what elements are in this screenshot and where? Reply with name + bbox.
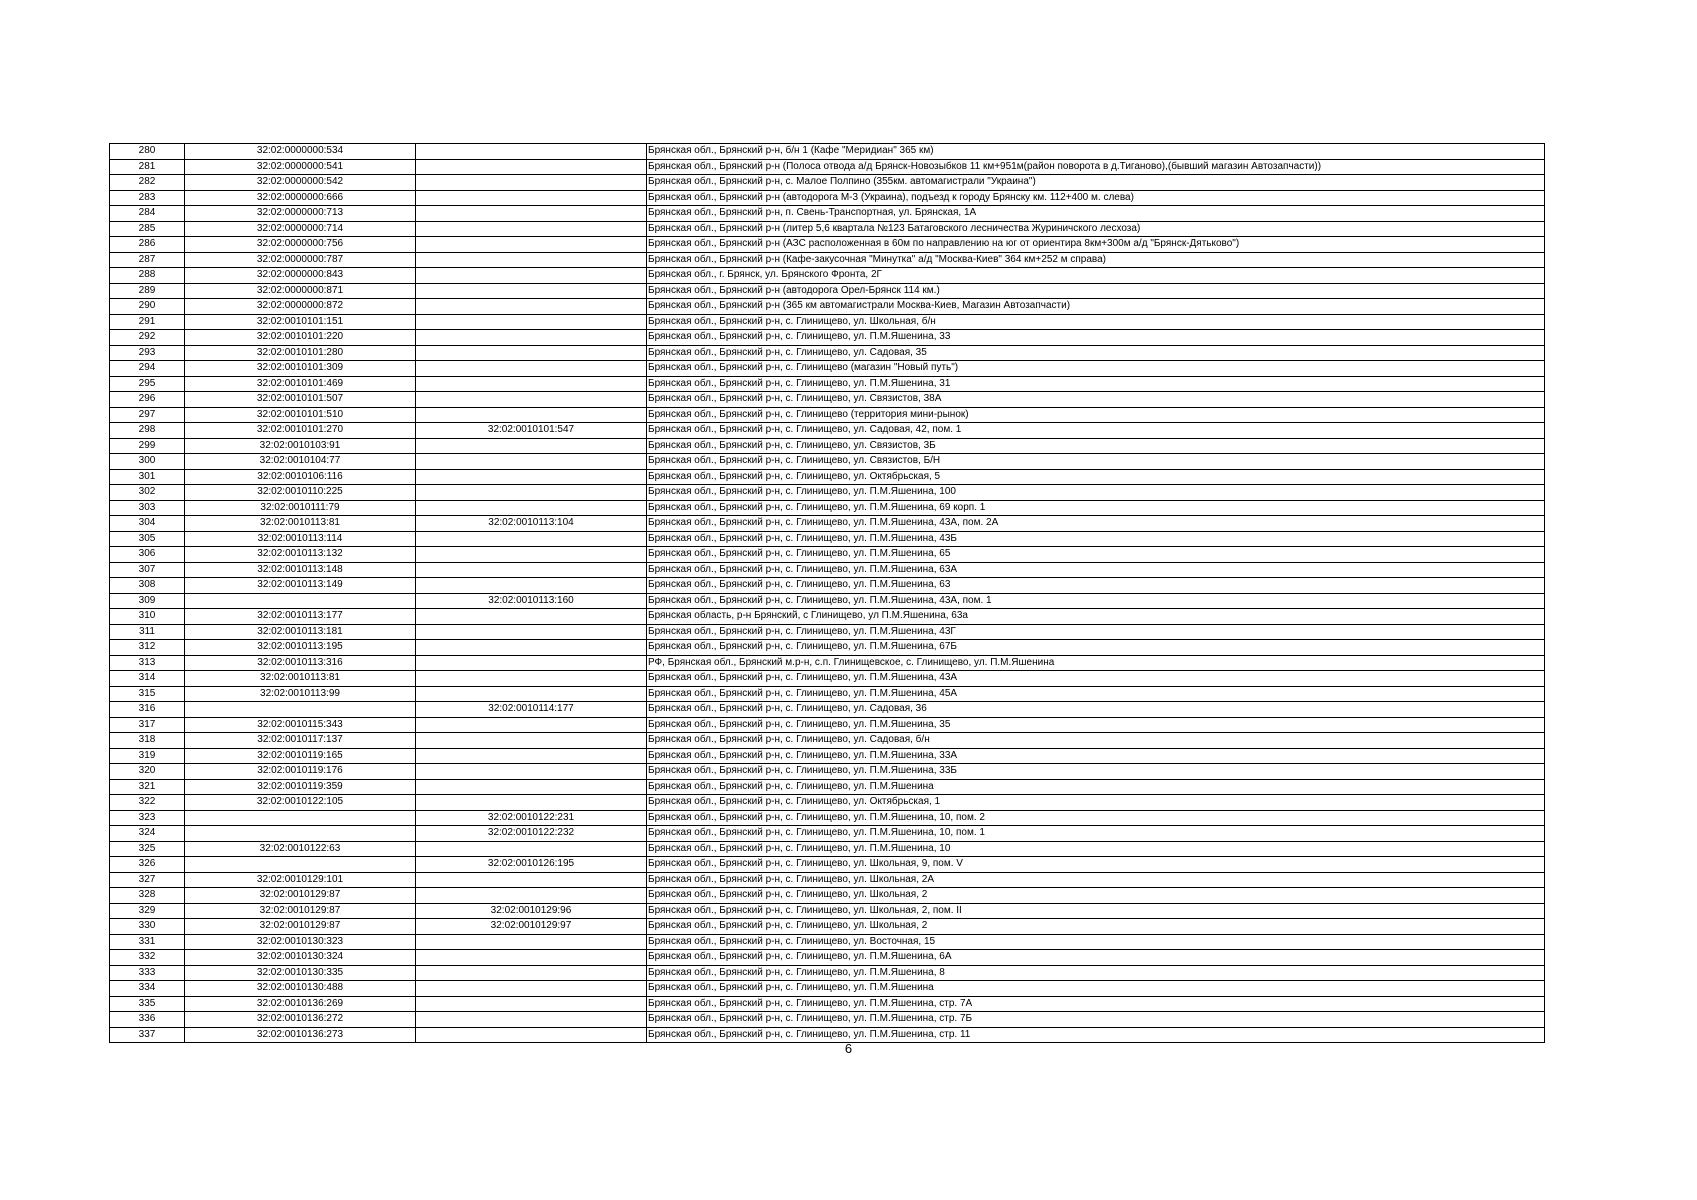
table-row [110, 748, 1545, 764]
table-row [110, 314, 1545, 330]
address-cell: Брянская обл., Брянский р-н, с. Глинищево, ул. П.М.Яшенина, 63А [647, 562, 1545, 578]
address-cell: Брянская обл., Брянский р-н, с. Глинищево, ул. П.М.Яшенина, 33А [647, 748, 1545, 764]
table-row [110, 872, 1545, 888]
cadastral-number-cell: 32:02:0010119:165 [185, 748, 416, 764]
cadastral-number-cell: 32:02:0010129:87 [185, 919, 416, 935]
row-number-cell: 287 [110, 252, 185, 268]
premises-cadastral-number-cell: 32:02:0010126:195 [416, 857, 647, 873]
row-number-cell: 305 [110, 531, 185, 547]
premises-cadastral-number-cell [416, 640, 647, 656]
premises-cadastral-number-cell [416, 996, 647, 1012]
row-number-cell: 293 [110, 345, 185, 361]
cadastral-number-cell: 32:02:0010101:151 [185, 314, 416, 330]
address-cell: Брянская обл., Брянский р-н, б/н 1 (Кафе "Меридиан" 365 км) [647, 144, 1545, 160]
row-number-cell: 316 [110, 702, 185, 718]
row-number-cell: 325 [110, 841, 185, 857]
table-row [110, 593, 1545, 609]
cadastral-number-cell [185, 857, 416, 873]
table-row [110, 640, 1545, 656]
address-cell: Брянская обл., Брянский р-н, с. Глинищево, ул. П.М.Яшенина, стр. 7А [647, 996, 1545, 1012]
cadastral-number-cell: 32:02:0010119:359 [185, 779, 416, 795]
row-number-cell: 297 [110, 407, 185, 423]
row-number-cell: 301 [110, 469, 185, 485]
address-cell: Брянская обл., Брянский р-н (Полоса отвода а/д Брянск-Новозыбков 11 км+951м(район поворота в д.Тиганово),(бывший магазин Автозапчасти)) [647, 159, 1545, 175]
row-number-cell: 311 [110, 624, 185, 640]
row-number-cell: 334 [110, 981, 185, 997]
address-cell: Брянская обл., Брянский р-н, с. Глинищево, ул. П.М.Яшенина, 31 [647, 376, 1545, 392]
premises-cadastral-number-cell [416, 981, 647, 997]
row-number-cell: 285 [110, 221, 185, 237]
row-number-cell: 289 [110, 283, 185, 299]
row-number-cell: 303 [110, 500, 185, 516]
address-cell: Брянская обл., Брянский р-н, с. Глинищево, ул. П.М.Яшенина, 69 корп. 1 [647, 500, 1545, 516]
premises-cadastral-number-cell [416, 376, 647, 392]
address-cell: Брянская обл., Брянский р-н (365 км автомагистрали Москва-Киев, Магазин Автозапчасти) [647, 299, 1545, 315]
row-number-cell: 286 [110, 237, 185, 253]
table-row [110, 981, 1545, 997]
table-row [110, 252, 1545, 268]
cadastral-number-cell: 32:02:0010136:269 [185, 996, 416, 1012]
table-row [110, 1012, 1545, 1028]
premises-cadastral-number-cell [416, 268, 647, 284]
row-number-cell: 291 [110, 314, 185, 330]
premises-cadastral-number-cell [416, 345, 647, 361]
premises-cadastral-number-cell [416, 562, 647, 578]
premises-cadastral-number-cell [416, 717, 647, 733]
premises-cadastral-number-cell [416, 485, 647, 501]
table-row [110, 934, 1545, 950]
row-number-cell: 319 [110, 748, 185, 764]
premises-cadastral-number-cell [416, 872, 647, 888]
table-row [110, 175, 1545, 191]
table-row [110, 469, 1545, 485]
address-cell: Брянская обл., Брянский р-н, п. Свень-Транспортная, ул. Брянская, 1А [647, 206, 1545, 222]
address-cell: Брянская обл., Брянский р-н, с. Глинищево, ул. Связистов, Б/Н [647, 454, 1545, 470]
cadastral-number-cell: 32:02:0010101:469 [185, 376, 416, 392]
cadastral-number-cell: 32:02:0000000:871 [185, 283, 416, 299]
table-row [110, 283, 1545, 299]
premises-cadastral-number-cell [416, 655, 647, 671]
premises-cadastral-number-cell: 32:02:0010113:104 [416, 516, 647, 532]
premises-cadastral-number-cell [416, 888, 647, 904]
cadastral-number-cell: 32:02:0010101:270 [185, 423, 416, 439]
row-number-cell: 306 [110, 547, 185, 563]
address-cell: Брянская обл., Брянский р-н, с. Глинищево, ул. П.М.Яшенина, 43Г [647, 624, 1545, 640]
cadastral-number-cell: 32:02:0010113:177 [185, 609, 416, 625]
table-row [110, 392, 1545, 408]
premises-cadastral-number-cell [416, 144, 647, 160]
table-row [110, 795, 1545, 811]
row-number-cell: 296 [110, 392, 185, 408]
address-cell: Брянская обл., Брянский р-н, с. Глинищево, ул. П.М.Яшенина, 43Б [647, 531, 1545, 547]
table-row [110, 609, 1545, 625]
table-row [110, 717, 1545, 733]
address-cell: Брянская обл., Брянский р-н, с. Глинищево, ул. П.М.Яшенина, 45А [647, 686, 1545, 702]
cadastral-number-cell: 32:02:0010122:105 [185, 795, 416, 811]
table-row [110, 578, 1545, 594]
table-row [110, 485, 1545, 501]
cadastral-number-cell: 32:02:0010115:343 [185, 717, 416, 733]
address-cell: Брянская обл., Брянский р-н, с. Глинищево (магазин "Новый путь") [647, 361, 1545, 377]
row-number-cell: 323 [110, 810, 185, 826]
row-number-cell: 327 [110, 872, 185, 888]
premises-cadastral-number-cell [416, 1012, 647, 1028]
page-number: 6 [844, 1041, 853, 1056]
premises-cadastral-number-cell [416, 841, 647, 857]
premises-cadastral-number-cell [416, 624, 647, 640]
row-number-cell: 336 [110, 1012, 185, 1028]
premises-cadastral-number-cell [416, 965, 647, 981]
cadastral-number-cell: 32:02:0010130:323 [185, 934, 416, 950]
table-row [110, 888, 1545, 904]
address-cell: Брянская обл., Брянский р-н, с. Глинищево, ул. П.М.Яшенина, стр. 7Б [647, 1012, 1545, 1028]
address-cell: Брянская обл., Брянский р-н, с. Глинищево (территория мини-рынок) [647, 407, 1545, 423]
table-row [110, 345, 1545, 361]
cadastral-number-cell: 32:02:0010113:181 [185, 624, 416, 640]
property-table [109, 143, 1545, 1043]
address-cell: Брянская обл., Брянский р-н, с. Глинищево, ул. Восточная, 15 [647, 934, 1545, 950]
premises-cadastral-number-cell [416, 578, 647, 594]
address-cell: Брянская обл., Брянский р-н, с. Глинищево, ул. Октябрьская, 5 [647, 469, 1545, 485]
premises-cadastral-number-cell [416, 454, 647, 470]
premises-cadastral-number-cell: 32:02:0010114:177 [416, 702, 647, 718]
cadastral-number-cell: 32:02:0010113:148 [185, 562, 416, 578]
premises-cadastral-number-cell [416, 686, 647, 702]
premises-cadastral-number-cell [416, 547, 647, 563]
cadastral-number-cell: 32:02:0010110:225 [185, 485, 416, 501]
table-row [110, 996, 1545, 1012]
table-row [110, 500, 1545, 516]
cadastral-number-cell: 32:02:0010101:309 [185, 361, 416, 377]
table-row [110, 516, 1545, 532]
table-row [110, 423, 1545, 439]
row-number-cell: 294 [110, 361, 185, 377]
table-row [110, 547, 1545, 563]
table-row [110, 268, 1545, 284]
address-cell: Брянская обл., Брянский р-н, с. Глинищево, ул. П.М.Яшенина, 33Б [647, 764, 1545, 780]
table-row [110, 671, 1545, 687]
address-cell: Брянская обл., Брянский р-н (АЗС расположенная в 60м по направлению на юг от ориентира 8км+300м а/д "Брянск-Дятьково") [647, 237, 1545, 253]
address-cell: Брянская обл., Брянский р-н, с. Глинищево, ул. Школьная, б/н [647, 314, 1545, 330]
table-row [110, 702, 1545, 718]
address-cell: Брянская обл., Брянский р-н, с. Глинищево, ул. П.М.Яшенина, 65 [647, 547, 1545, 563]
table-row [110, 237, 1545, 253]
cadastral-number-cell: 32:02:0010130:488 [185, 981, 416, 997]
table-row [110, 190, 1545, 206]
address-cell: Брянская обл., Брянский р-н, с. Глинищево, ул. П.М.Яшенина [647, 779, 1545, 795]
premises-cadastral-number-cell [416, 175, 647, 191]
address-cell: Брянская обл., Брянский р-н, с. Глинищево, ул. П.М.Яшенина, 35 [647, 717, 1545, 733]
table-row [110, 919, 1545, 935]
address-cell: Брянская обл., Брянский р-н, с. Глинищево, ул. П.М.Яшенина, 10, пом. 2 [647, 810, 1545, 826]
premises-cadastral-number-cell: 32:02:0010122:231 [416, 810, 647, 826]
premises-cadastral-number-cell [416, 438, 647, 454]
address-cell: Брянская обл., Брянский р-н, с. Глинищево, ул. Школьная, 2 [647, 888, 1545, 904]
premises-cadastral-number-cell [416, 361, 647, 377]
premises-cadastral-number-cell [416, 299, 647, 315]
address-cell: Брянская обл., Брянский р-н, с. Глинищево, ул. Октябрьская, 1 [647, 795, 1545, 811]
table-row [110, 764, 1545, 780]
cadastral-number-cell: 32:02:0010113:149 [185, 578, 416, 594]
row-number-cell: 332 [110, 950, 185, 966]
row-number-cell: 337 [110, 1027, 185, 1043]
row-number-cell: 290 [110, 299, 185, 315]
cadastral-number-cell: 32:02:0000000:787 [185, 252, 416, 268]
address-cell: Брянская область, р-н Брянский, с Глинищево, ул П.М.Яшенина, 63а [647, 609, 1545, 625]
premises-cadastral-number-cell [416, 283, 647, 299]
address-cell: Брянская обл., Брянский р-н (Кафе-закусочная "Минутка" а/д "Москва-Киев" 364 км+252 м справа) [647, 252, 1545, 268]
row-number-cell: 315 [110, 686, 185, 702]
cadastral-number-cell: 32:02:0010101:280 [185, 345, 416, 361]
table-row [110, 810, 1545, 826]
cadastral-number-cell: 32:02:0010113:132 [185, 547, 416, 563]
table-row [110, 221, 1545, 237]
address-cell: Брянская обл., Брянский р-н, с. Глинищево, ул. П.М.Яшенина, стр. 11 [647, 1027, 1545, 1043]
row-number-cell: 318 [110, 733, 185, 749]
table-row [110, 857, 1545, 873]
row-number-cell: 283 [110, 190, 185, 206]
table-row [110, 438, 1545, 454]
row-number-cell: 313 [110, 655, 185, 671]
cadastral-number-cell: 32:02:0010101:507 [185, 392, 416, 408]
table-row [110, 531, 1545, 547]
table-row [110, 655, 1545, 671]
cadastral-number-cell: 32:02:0000000:843 [185, 268, 416, 284]
address-cell: Брянская обл., Брянский р-н, с. Глинищево, ул. Садовая, 36 [647, 702, 1545, 718]
table-row [110, 950, 1545, 966]
row-number-cell: 321 [110, 779, 185, 795]
premises-cadastral-number-cell: 32:02:0010113:160 [416, 593, 647, 609]
table-row [110, 779, 1545, 795]
table-row [110, 376, 1545, 392]
address-cell: Брянская обл., Брянский р-н (автодорога М-3 (Украина), подъезд к городу Брянску км. 112+400 м. слева) [647, 190, 1545, 206]
cadastral-number-cell: 32:02:0010103:91 [185, 438, 416, 454]
cadastral-number-cell: 32:02:0000000:666 [185, 190, 416, 206]
premises-cadastral-number-cell [416, 950, 647, 966]
table-row [110, 686, 1545, 702]
row-number-cell: 322 [110, 795, 185, 811]
row-number-cell: 295 [110, 376, 185, 392]
row-number-cell: 331 [110, 934, 185, 950]
premises-cadastral-number-cell [416, 392, 647, 408]
row-number-cell: 298 [110, 423, 185, 439]
row-number-cell: 328 [110, 888, 185, 904]
cadastral-number-cell: 32:02:0010113:114 [185, 531, 416, 547]
row-number-cell: 292 [110, 330, 185, 346]
cadastral-number-cell: 32:02:0000000:541 [185, 159, 416, 175]
premises-cadastral-number-cell [416, 500, 647, 516]
row-number-cell: 309 [110, 593, 185, 609]
table-row [110, 562, 1545, 578]
table-row [110, 144, 1545, 160]
table-row [110, 361, 1545, 377]
address-cell: Брянская обл., Брянский р-н, с. Глинищево, ул. Садовая, 42, пом. 1 [647, 423, 1545, 439]
premises-cadastral-number-cell [416, 779, 647, 795]
row-number-cell: 280 [110, 144, 185, 160]
premises-cadastral-number-cell [416, 733, 647, 749]
table-row [110, 454, 1545, 470]
row-number-cell: 312 [110, 640, 185, 656]
table-row [110, 407, 1545, 423]
cadastral-number-cell [185, 702, 416, 718]
premises-cadastral-number-cell [416, 159, 647, 175]
address-cell: Брянская обл., Брянский р-н, с. Глинищево, ул. П.М.Яшенина, 33 [647, 330, 1545, 346]
row-number-cell: 333 [110, 965, 185, 981]
cadastral-number-cell: 32:02:0010101:220 [185, 330, 416, 346]
cadastral-number-cell: 32:02:0010104:77 [185, 454, 416, 470]
cadastral-number-cell: 32:02:0010113:81 [185, 671, 416, 687]
address-cell: Брянская обл., Брянский р-н, с. Глинищево, ул. П.М.Яшенина, 8 [647, 965, 1545, 981]
cadastral-number-cell: 32:02:0010113:316 [185, 655, 416, 671]
table-row [110, 965, 1545, 981]
premises-cadastral-number-cell: 32:02:0010101:547 [416, 423, 647, 439]
address-cell: Брянская обл., Брянский р-н, с. Глинищево, ул. П.М.Яшенина, 63 [647, 578, 1545, 594]
cadastral-number-cell: 32:02:0000000:534 [185, 144, 416, 160]
address-cell: Брянская обл., Брянский р-н, с. Глинищево, ул. П.М.Яшенина, 43А [647, 671, 1545, 687]
cadastral-number-cell: 32:02:0010129:101 [185, 872, 416, 888]
address-cell: Брянская обл., Брянский р-н, с. Глинищево, ул. Связистов, 3Б [647, 438, 1545, 454]
table-row [110, 826, 1545, 842]
premises-cadastral-number-cell: 32:02:0010122:232 [416, 826, 647, 842]
cadastral-number-cell: 32:02:0010117:137 [185, 733, 416, 749]
premises-cadastral-number-cell: 32:02:0010129:96 [416, 903, 647, 919]
address-cell: Брянская обл., Брянский р-н, с. Глинищево, ул. П.М.Яшенина, 6А [647, 950, 1545, 966]
premises-cadastral-number-cell [416, 531, 647, 547]
address-cell: Брянская обл., Брянский р-н, с. Глинищево, ул. П.М.Яшенина, 10, пом. 1 [647, 826, 1545, 842]
table-row [110, 733, 1545, 749]
row-number-cell: 304 [110, 516, 185, 532]
cadastral-number-cell: 32:02:0010130:324 [185, 950, 416, 966]
row-number-cell: 308 [110, 578, 185, 594]
address-cell: Брянская обл., Брянский р-н, с. Глинищево, ул. Школьная, 2, пом. II [647, 903, 1545, 919]
cadastral-number-cell: 32:02:0010111:79 [185, 500, 416, 516]
row-number-cell: 335 [110, 996, 185, 1012]
row-number-cell: 329 [110, 903, 185, 919]
cadastral-number-cell: 32:02:0000000:713 [185, 206, 416, 222]
premises-cadastral-number-cell [416, 190, 647, 206]
table-row [110, 841, 1545, 857]
premises-cadastral-number-cell [416, 237, 647, 253]
table-row [110, 903, 1545, 919]
cadastral-number-cell: 32:02:0010129:87 [185, 888, 416, 904]
cadastral-number-cell: 32:02:0010113:81 [185, 516, 416, 532]
address-cell: Брянская обл., Брянский р-н, с. Глинищево, ул. П.М.Яшенина, 43А, пом. 2А [647, 516, 1545, 532]
row-number-cell: 324 [110, 826, 185, 842]
address-cell: Брянская обл., Брянский р-н, с. Глинищево, ул. Школьная, 9, пом. V [647, 857, 1545, 873]
table-row [110, 330, 1545, 346]
row-number-cell: 330 [110, 919, 185, 935]
table-row [110, 159, 1545, 175]
premises-cadastral-number-cell [416, 795, 647, 811]
cadastral-number-cell: 32:02:0010129:87 [185, 903, 416, 919]
cadastral-number-cell [185, 810, 416, 826]
premises-cadastral-number-cell [416, 407, 647, 423]
cadastral-number-cell: 32:02:0010113:99 [185, 686, 416, 702]
cadastral-number-cell: 32:02:0010130:335 [185, 965, 416, 981]
row-number-cell: 299 [110, 438, 185, 454]
address-cell: Брянская обл., Брянский р-н, с. Глинищево, ул. Школьная, 2А [647, 872, 1545, 888]
address-cell: Брянская обл., Брянский р-н, с. Малое Полпино (355км. автомагистрали "Украина") [647, 175, 1545, 191]
cadastral-number-cell: 32:02:0010106:116 [185, 469, 416, 485]
row-number-cell: 310 [110, 609, 185, 625]
row-number-cell: 314 [110, 671, 185, 687]
premises-cadastral-number-cell [416, 221, 647, 237]
table-body [110, 144, 1545, 1043]
row-number-cell: 284 [110, 206, 185, 222]
address-cell: Брянская обл., Брянский р-н, с. Глинищево, ул. Садовая, 35 [647, 345, 1545, 361]
premises-cadastral-number-cell [416, 469, 647, 485]
address-cell: РФ, Брянская обл., Брянский м.р-н, с.п. Глинищевское, с. Глинищево, ул. П.М.Яшенина [647, 655, 1545, 671]
premises-cadastral-number-cell [416, 330, 647, 346]
address-cell: Брянская обл., Брянский р-н, с. Глинищево, ул. Садовая, б/н [647, 733, 1545, 749]
premises-cadastral-number-cell [416, 206, 647, 222]
address-cell: Брянская обл., Брянский р-н, с. Глинищево, ул. Школьная, 2 [647, 919, 1545, 935]
cadastral-number-cell: 32:02:0010122:63 [185, 841, 416, 857]
premises-cadastral-number-cell [416, 252, 647, 268]
cadastral-number-cell: 32:02:0000000:542 [185, 175, 416, 191]
row-number-cell: 326 [110, 857, 185, 873]
address-cell: Брянская обл., Брянский р-н, с. Глинищево, ул. П.М.Яшенина, 43А, пом. 1 [647, 593, 1545, 609]
address-cell: Брянская обл., Брянский р-н, с. Глинищево, ул. П.М.Яшенина, 10 [647, 841, 1545, 857]
address-cell: Брянская обл., Брянский р-н, с. Глинищево, ул. П.М.Яшенина, 67Б [647, 640, 1545, 656]
premises-cadastral-number-cell [416, 748, 647, 764]
cadastral-number-cell: 32:02:0000000:714 [185, 221, 416, 237]
cadastral-number-cell [185, 826, 416, 842]
address-cell: Брянская обл., Брянский р-н, с. Глинищево, ул. П.М.Яшенина [647, 981, 1545, 997]
cadastral-number-cell: 32:02:0010119:176 [185, 764, 416, 780]
row-number-cell: 317 [110, 717, 185, 733]
table-row [110, 206, 1545, 222]
cadastral-number-cell: 32:02:0000000:756 [185, 237, 416, 253]
premises-cadastral-number-cell [416, 764, 647, 780]
row-number-cell: 307 [110, 562, 185, 578]
address-cell: Брянская обл., Брянский р-н (литер 5,6 квартала №123 Батаговского лесничества Журиничского лесхоза) [647, 221, 1545, 237]
row-number-cell: 281 [110, 159, 185, 175]
table-row [110, 299, 1545, 315]
table-row [110, 624, 1545, 640]
row-number-cell: 320 [110, 764, 185, 780]
premises-cadastral-number-cell [416, 609, 647, 625]
cadastral-number-cell [185, 593, 416, 609]
cadastral-number-cell: 32:02:0010113:195 [185, 640, 416, 656]
premises-cadastral-number-cell [416, 314, 647, 330]
premises-cadastral-number-cell [416, 671, 647, 687]
address-cell: Брянская обл., г. Брянск, ул. Брянского Фронта, 2Г [647, 268, 1545, 284]
cadastral-number-cell: 32:02:0010136:273 [185, 1027, 416, 1043]
row-number-cell: 300 [110, 454, 185, 470]
address-cell: Брянская обл., Брянский р-н, с. Глинищево, ул. П.М.Яшенина, 100 [647, 485, 1545, 501]
row-number-cell: 282 [110, 175, 185, 191]
row-number-cell: 288 [110, 268, 185, 284]
cadastral-number-cell: 32:02:0010136:272 [185, 1012, 416, 1028]
premises-cadastral-number-cell: 32:02:0010129:97 [416, 919, 647, 935]
cadastral-number-cell: 32:02:0010101:510 [185, 407, 416, 423]
cadastral-number-cell: 32:02:0000000:872 [185, 299, 416, 315]
address-cell: Брянская обл., Брянский р-н (автодорога Орел-Брянск 114 км.) [647, 283, 1545, 299]
row-number-cell: 302 [110, 485, 185, 501]
premises-cadastral-number-cell [416, 934, 647, 950]
address-cell: Брянская обл., Брянский р-н, с. Глинищево, ул. Связистов, 38А [647, 392, 1545, 408]
